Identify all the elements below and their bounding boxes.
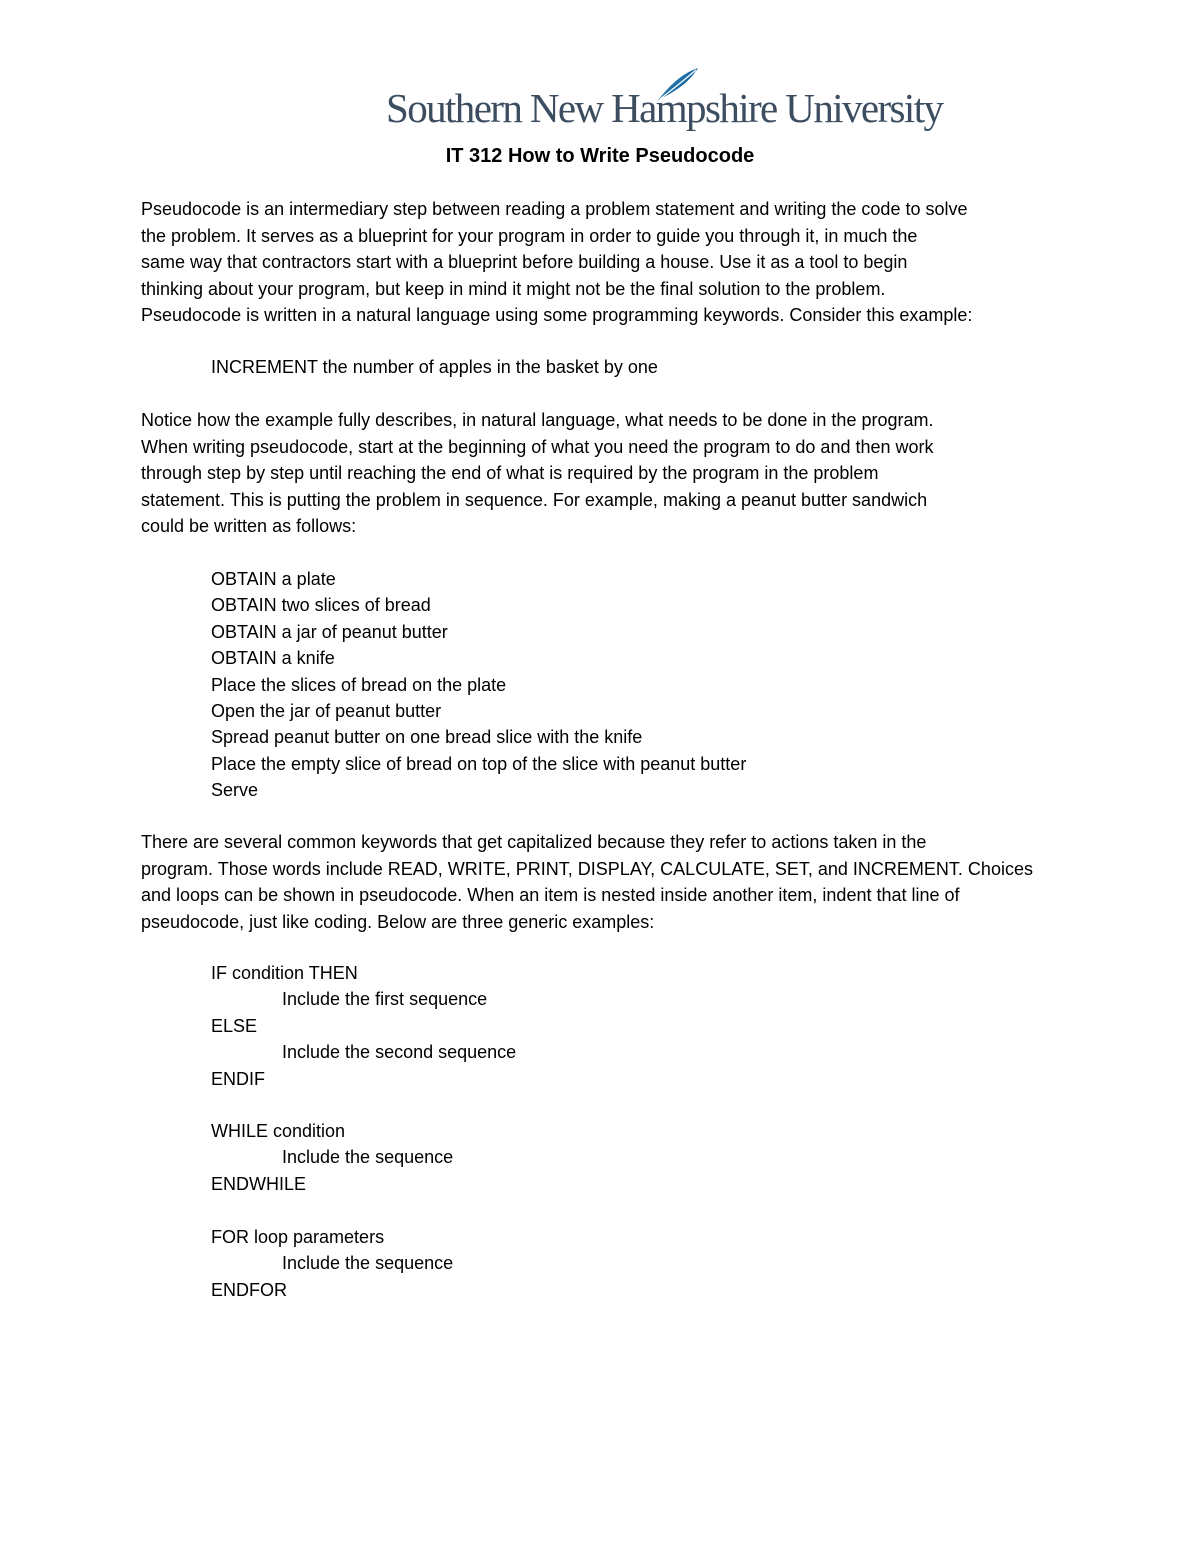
code-line: ENDIF	[211, 1068, 265, 1089]
code-line: WHILE condition	[211, 1121, 346, 1141]
text-line: Pseudocode is an intermediary step between reading a problem statement and writing the code to solve	[141, 199, 968, 219]
step-line: Serve	[211, 780, 259, 801]
document-title: IT 312 How to Write Pseudocode	[445, 145, 755, 167]
text-line: thinking about your program, but keep in mind it might not be the final solution to the problem.	[141, 278, 886, 299]
step-line: OBTAIN a plate	[211, 569, 336, 589]
text-line: through step by step until reaching the end of what is required by the program in the problem	[141, 463, 879, 483]
text-line: same way that contractors start with a blueprint before building a house. Use it as a tool to begin	[141, 252, 908, 272]
code-line: INCREMENT the number of apples in the basket by one	[211, 357, 658, 377]
step-line: Open the jar of peanut butter	[211, 701, 442, 722]
code-line: IF condition THEN	[211, 963, 358, 983]
text-line: When writing pseudocode, start at the beginning of what you need the program to do and then work	[141, 436, 934, 457]
step-line: OBTAIN a knife	[211, 648, 335, 669]
step-line: Place the empty slice of bread on top of the slice with peanut butter	[211, 753, 747, 774]
code-line-indented: Include the sequence	[282, 1253, 454, 1274]
step-line: Spread peanut butter on one bread slice with the knife	[211, 727, 643, 748]
text-line: There are several common keywords that get capitalized because they refer to actions taken in the	[141, 832, 927, 852]
paragraph-sequence	[141, 407, 1071, 540]
text-line: the problem. It serves as a blueprint for your program in order to guide you through it, in much the	[141, 225, 918, 246]
code-line-indented: Include the second sequence	[282, 1042, 517, 1063]
code-line-indented: Include the sequence	[282, 1147, 454, 1168]
text-line: and loops can be shown in pseudocode. When an item is nested inside another item, indent that line of	[141, 885, 960, 905]
text-line: statement. This is putting the problem in sequence. For example, making a peanut butter sandwich	[141, 489, 928, 510]
text-line: Pseudocode is written in a natural language using some programming keywords. Consider this example:	[141, 305, 973, 325]
sandwich-steps	[211, 566, 746, 804]
university-logo	[386, 68, 943, 138]
step-line: OBTAIN a jar of peanut butter	[211, 621, 448, 642]
text-line: program. Those words include READ, WRITE, PRINT, DISPLAY, CALCULATE, SET, and INCREMENT. Choices	[141, 858, 1033, 879]
step-line: OBTAIN two slices of bread	[211, 595, 431, 616]
if-example	[211, 960, 516, 1092]
code-line: ENDFOR	[211, 1279, 287, 1300]
step-line: Place the slices of bread on the plate	[211, 674, 507, 695]
paragraph-intro	[141, 196, 1071, 329]
increment-example	[211, 354, 658, 380]
code-line-indented: Include the first sequence	[282, 989, 488, 1010]
for-example	[211, 1224, 453, 1303]
logo-text: Southern New Hampshire University	[386, 85, 943, 131]
code-line: FOR loop parameters	[211, 1227, 385, 1247]
text-line: could be written as follows:	[141, 516, 357, 536]
text-line: Notice how the example fully describes, in natural language, what needs to be done in the program.	[141, 410, 934, 430]
paragraph-keywords	[141, 829, 1071, 935]
text-line: pseudocode, just like coding. Below are three generic examples:	[141, 911, 655, 932]
while-example	[211, 1118, 453, 1197]
code-line: ELSE	[211, 1015, 258, 1036]
code-line: ENDWHILE	[211, 1173, 307, 1194]
